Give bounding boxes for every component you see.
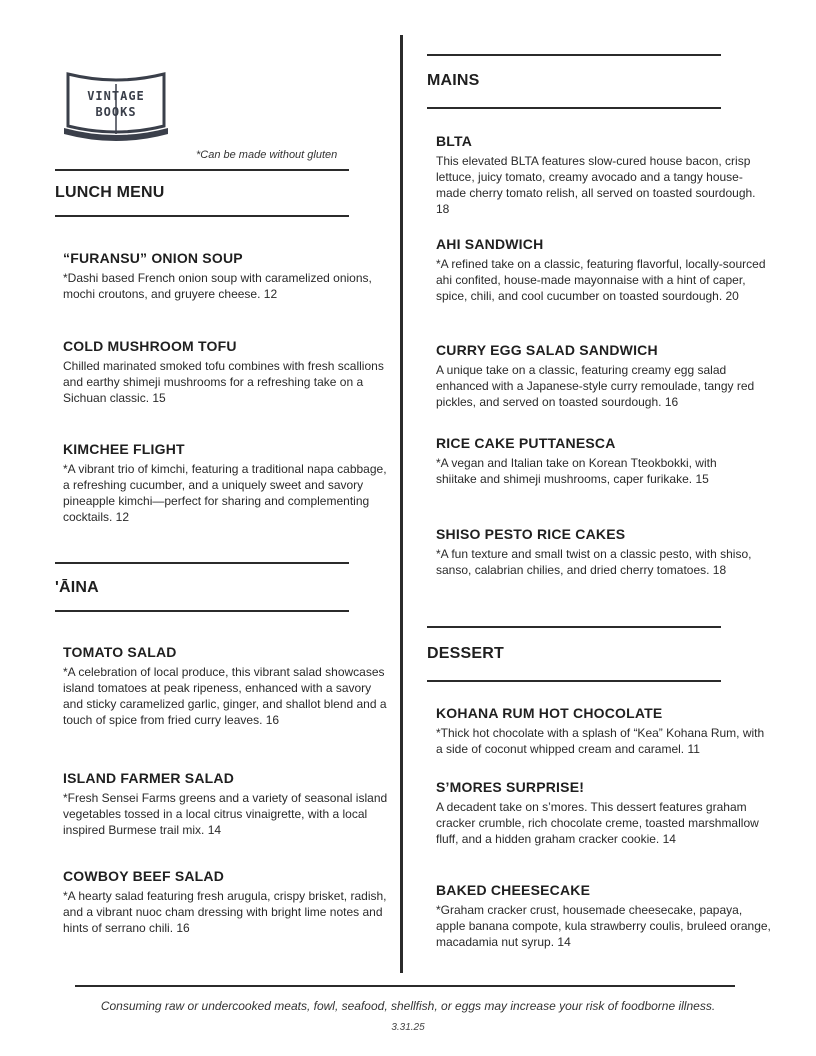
menu-item xyxy=(436,526,771,578)
item-name: S’MORES SURPRISE! xyxy=(436,779,585,795)
item-name: RICE CAKE PUTTANESCA xyxy=(436,435,616,451)
item-name: COLD MUSHROOM TOFU xyxy=(63,338,237,354)
item-description: *A vibrant trio of kimchi, featuring a traditional napa cabbage, a refreshing cucumber, and a uniquely sweet and savory pineapple kimchi—perfect for sharing and complementing cocktails. 12 xyxy=(63,462,387,524)
lunch-menu-title: LUNCH MENU xyxy=(55,184,165,201)
menu-date: 3.31.25 xyxy=(391,1022,425,1033)
item-name: “FURANSU” ONION SOUP xyxy=(63,250,243,266)
menu-item xyxy=(436,435,736,487)
divider xyxy=(427,626,721,628)
menu-item xyxy=(63,338,388,406)
item-description: *A fun texture and small twist on a classic pesto, with shiso, sanso, calabrian chilies, and dried cherry tomatoes. 18 xyxy=(436,547,752,577)
item-description: *Thick hot chocolate with a splash of “Kea” Kohana Rum, with a side of coconut whipped cream and caramel. 11 xyxy=(436,726,765,756)
item-name: BLTA xyxy=(436,133,473,149)
item-name: TOMATO SALAD xyxy=(63,644,177,660)
item-description: This elevated BLTA features slow-cured house bacon, crisp lettuce, juicy tomato, creamy avocado and a tangy house-made cherry tomato relish, all served on toasted sourdough. 18 xyxy=(436,154,756,216)
menu-item xyxy=(436,133,771,217)
mains-title: MAINS xyxy=(427,72,480,89)
divider xyxy=(55,610,349,612)
menu-item xyxy=(436,236,771,304)
divider xyxy=(55,215,349,217)
menu-item xyxy=(436,342,771,410)
logo-line1: VINTAGE xyxy=(87,89,145,103)
item-name: BAKED CHEESECAKE xyxy=(436,882,591,898)
item-name: ISLAND FARMER SALAD xyxy=(63,770,235,786)
item-description: A decadent take on s’mores. This dessert features graham cracker crumble, rich chocolate creme, toasted marshmallow fluff, and a hidden graham cracker cookie. 14 xyxy=(436,800,759,846)
vintage-books-logo xyxy=(62,70,170,142)
item-name: SHISO PESTO RICE CAKES xyxy=(436,526,626,542)
column-divider xyxy=(400,35,403,973)
menu-item xyxy=(63,770,388,838)
item-description: *Fresh Sensei Farms greens and a variety of seasonal island vegetables tossed in a local citrus vinaigrette, with a local inspired Burmese trail mix. 14 xyxy=(63,791,388,837)
divider xyxy=(427,54,721,56)
item-description: *A celebration of local produce, this vibrant salad showcases island tomatoes at peak ripeness, enhanced with a savory and sticky caramelized garlic, ginger, and shallot blend and a touch of spice from fried curry leaves. 16 xyxy=(63,665,387,727)
divider xyxy=(55,562,349,564)
menu-item xyxy=(63,868,388,936)
foodborne-illness-warning: Consuming raw or undercooked meats, fowl, seafood, shellfish, or eggs may increase your risk of foodborne illness. xyxy=(100,999,716,1013)
footer-divider xyxy=(75,985,735,987)
item-name: AHI SANDWICH xyxy=(436,236,544,252)
item-name: COWBOY BEEF SALAD xyxy=(63,868,225,884)
aina-title: 'ĀINA xyxy=(55,579,99,596)
divider xyxy=(427,107,721,109)
item-name: CURRY EGG SALAD SANDWICH xyxy=(436,342,658,358)
item-name: KOHANA RUM HOT CHOCOLATE xyxy=(436,705,663,721)
menu-item xyxy=(63,441,388,525)
menu-item xyxy=(436,882,771,950)
logo-line2: BOOKS xyxy=(95,105,137,119)
divider xyxy=(55,169,349,171)
item-description: A unique take on a classic, featuring creamy egg salad enhanced with a Japanese-style curry remoulade, tangy red pickles, and served on toasted sourdough. 16 xyxy=(436,363,755,409)
menu-item xyxy=(436,705,771,757)
divider xyxy=(427,680,721,682)
menu-item xyxy=(63,644,388,728)
item-description: *Graham cracker crust, housemade cheesecake, papaya, apple banana compote, kula strawberry coulis, bruleed orange, macadamia nut syrup. 14 xyxy=(436,903,771,949)
item-description: *Dashi based French onion soup with caramelized onions, mochi croutons, and gruyere cheese. 12 xyxy=(63,271,372,301)
item-name: KIMCHEE FLIGHT xyxy=(63,441,185,457)
item-description: *A hearty salad featuring fresh arugula, crispy brisket, radish, and a vibrant nuoc cham dressing with bright lime notes and hints of serrano chili. 16 xyxy=(63,889,387,935)
item-description: *A vegan and Italian take on Korean Tteokbokki, with shiitake and shimeji mushrooms, caper furikake. 15 xyxy=(436,456,717,486)
menu-item xyxy=(63,250,388,302)
gluten-free-note: *Can be made without gluten xyxy=(196,149,338,161)
dessert-title: DESSERT xyxy=(427,645,504,662)
item-description: *A refined take on a classic, featuring flavorful, locally-sourced ahi confited, house-made mayonnaise with a hint of caper, spice, chili, and cool cucumber on toasted sourdough. 20 xyxy=(436,257,766,303)
item-description: Chilled marinated smoked tofu combines with fresh scallions and earthy shimeji mushrooms for a refreshing take on a Sichuan classic. 15 xyxy=(63,359,384,405)
menu-item xyxy=(436,779,771,847)
